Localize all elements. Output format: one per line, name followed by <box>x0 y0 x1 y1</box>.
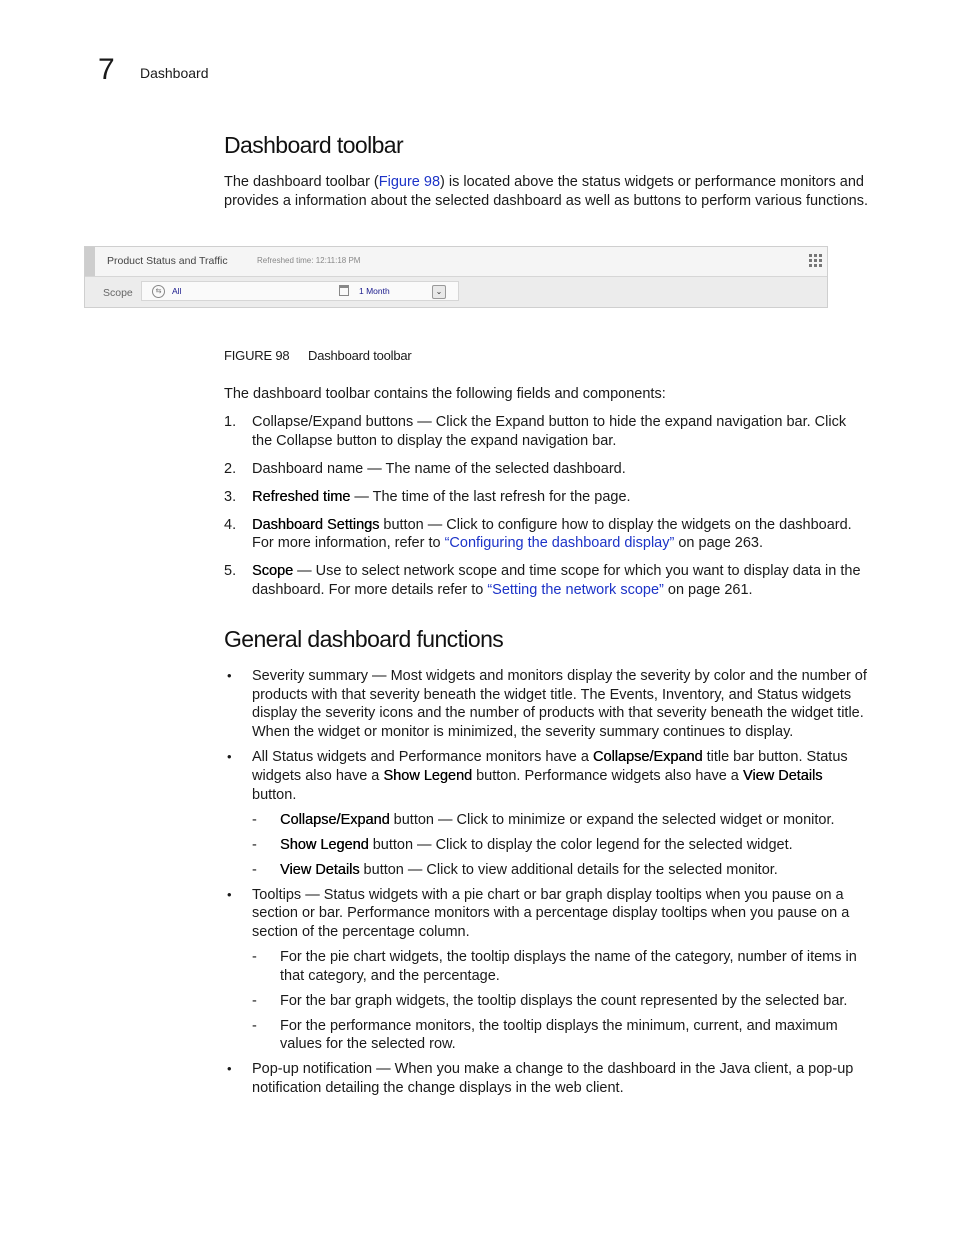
list-term: View Details <box>280 861 360 878</box>
list-term: Dashboard Settings <box>252 516 380 533</box>
list-text: — The time of the last refresh for the page. <box>350 488 631 505</box>
list-item <box>224 562 870 599</box>
list-item <box>224 886 870 1055</box>
bullet-glyph: • <box>227 749 232 765</box>
list-item <box>224 748 870 879</box>
list-item <box>224 1060 870 1097</box>
list-text: button — Click to display the color legend for the selected widget. <box>368 836 793 853</box>
list-item <box>224 667 870 742</box>
sub-list-item <box>252 948 870 985</box>
chevron-down-icon[interactable]: ⌄ <box>432 285 446 299</box>
list-text: All Status widgets and Performance monitors have a <box>252 749 593 766</box>
figure-98-link[interactable]: Figure 98 <box>378 174 441 190</box>
list-item <box>224 460 870 479</box>
list-text: button — Click to configure how to display the widgets on the dashboard. For more information, refer to <box>252 516 852 552</box>
dash-glyph: - <box>252 1017 257 1034</box>
list-item <box>224 516 870 553</box>
bullet-glyph: • <box>227 1061 232 1077</box>
dash-glyph: - <box>252 811 257 828</box>
list-term: Refreshed time <box>252 488 351 505</box>
bullet-glyph: • <box>227 668 232 683</box>
intro-text-post: ) is located above the status widgets or performance monitors and provides a information about the selected dashboard as well as buttons to perform various functions. <box>224 174 869 209</box>
list-text: title bar button. Status widgets also have a <box>252 749 848 784</box>
list-term: View Details <box>742 767 823 784</box>
section-title-general-functions: General dashboard functions <box>224 626 504 652</box>
dashboard-name: Product Status and Traffic <box>107 255 228 267</box>
figure-title: Dashboard toolbar <box>308 348 412 363</box>
calendar-icon <box>339 285 349 296</box>
sub-list <box>252 948 870 1054</box>
list-text: — Use to select network scope and time scope for which you want to display data in the dashboard. For more details refer to <box>252 563 861 599</box>
list-text: button. <box>252 786 297 803</box>
intro-text-pre: The dashboard toolbar ( <box>224 174 379 190</box>
refreshed-time: Refreshed time: 12:11:18 PM <box>257 256 361 265</box>
collapse-bar-icon[interactable] <box>85 247 95 276</box>
list-text: button — Click to view additional details for the selected monitor. <box>359 861 778 878</box>
list-text: Pop-up notification — When you make a change to the dashboard in the Java client, a pop-up notification detailing the change displays in the web client. <box>252 1061 854 1097</box>
list-number: 3. <box>224 488 237 505</box>
list-term: Collapse/Expand <box>592 749 703 766</box>
list-text: For the bar graph widgets, the tooltip displays the count represented by the selected bar. <box>280 992 848 1009</box>
intro-paragraph <box>224 173 870 210</box>
setting-network-scope-link[interactable]: “Setting the network scope” <box>487 582 664 599</box>
dash-glyph: - <box>252 836 257 853</box>
sub-list-item <box>252 811 870 830</box>
list-text: Dashboard name — The name of the selected dashboard. <box>252 460 626 477</box>
list-number: 5. <box>224 563 237 580</box>
list-number: 2. <box>224 460 237 477</box>
list-item <box>224 488 870 507</box>
scope-selector[interactable] <box>141 281 459 301</box>
sub-list <box>252 811 870 880</box>
dash-glyph: - <box>252 861 257 878</box>
grid-settings-icon[interactable] <box>809 254 822 267</box>
list-text: button — Click to minimize or expand the selected widget or monitor. <box>389 811 835 828</box>
list-term: Show Legend <box>280 836 369 853</box>
list-term: Scope <box>252 563 294 580</box>
list-number: 4. <box>224 516 237 533</box>
bullet-glyph: • <box>227 886 232 902</box>
figure-number: FIGURE 98 <box>224 348 290 363</box>
list-term: Collapse/Expand <box>280 811 390 828</box>
list-number: 1. <box>224 414 237 430</box>
list-term: Show Legend <box>383 767 473 784</box>
contains-paragraph: The dashboard toolbar contains the following fields and components: <box>224 386 666 402</box>
figure-caption <box>224 348 412 363</box>
sub-list-item <box>252 992 870 1011</box>
toolbar-components-list <box>224 413 870 609</box>
network-scope-icon: ⇆ <box>152 285 165 298</box>
list-text: For the performance monitors, the tooltip displays the minimum, current, and maximum values for the selected row. <box>280 1017 838 1053</box>
list-text-after: on page 263. <box>674 535 764 552</box>
sub-list-item <box>252 1017 870 1054</box>
general-functions-list <box>224 667 870 1104</box>
list-text: Severity summary — Most widgets and monitors display the severity by color and the number of products with that severity beneath the widget title. The Events, Inventory, and Status widgets display the severity icons and the number of products with that severity beneath the widget title. When the widget or monitor is minimized, the severity summary continues to display. <box>252 668 867 741</box>
chapter-title: Dashboard <box>140 65 209 81</box>
chapter-number: 7 <box>98 53 115 86</box>
list-text: button. Performance widgets also have a <box>472 767 743 784</box>
dashboard-toolbar-figure <box>84 246 828 308</box>
section-title-dashboard-toolbar: Dashboard toolbar <box>224 132 404 158</box>
time-scope-value[interactable]: 1 Month <box>359 286 390 296</box>
sub-list-item <box>252 836 870 855</box>
dash-glyph: - <box>252 948 257 965</box>
network-scope-value[interactable]: All <box>172 286 182 296</box>
toolbar-scope-row <box>85 277 827 307</box>
dash-glyph: - <box>252 992 257 1009</box>
list-item <box>224 413 870 450</box>
list-text: For the pie chart widgets, the tooltip displays the name of the category, number of items in that category, and the percentage. <box>280 948 857 984</box>
scope-label: Scope <box>103 287 133 299</box>
list-text: Collapse/Expand buttons — Click the Expand button to hide the expand navigation bar. Click the Collapse button to display the expand navigation bar. <box>252 414 847 449</box>
list-text-after: on page 261. <box>663 582 753 599</box>
toolbar-top-row <box>85 247 827 277</box>
list-text: Tooltips — Status widgets with a pie chart or bar graph display tooltips when you pause on a section or bar. Performance monitors with a percentage display tooltips when you pause on a section of the percentage column. <box>252 886 850 940</box>
sub-list-item <box>252 861 870 880</box>
configuring-dashboard-display-link[interactable]: “Configuring the dashboard display” <box>444 535 675 552</box>
